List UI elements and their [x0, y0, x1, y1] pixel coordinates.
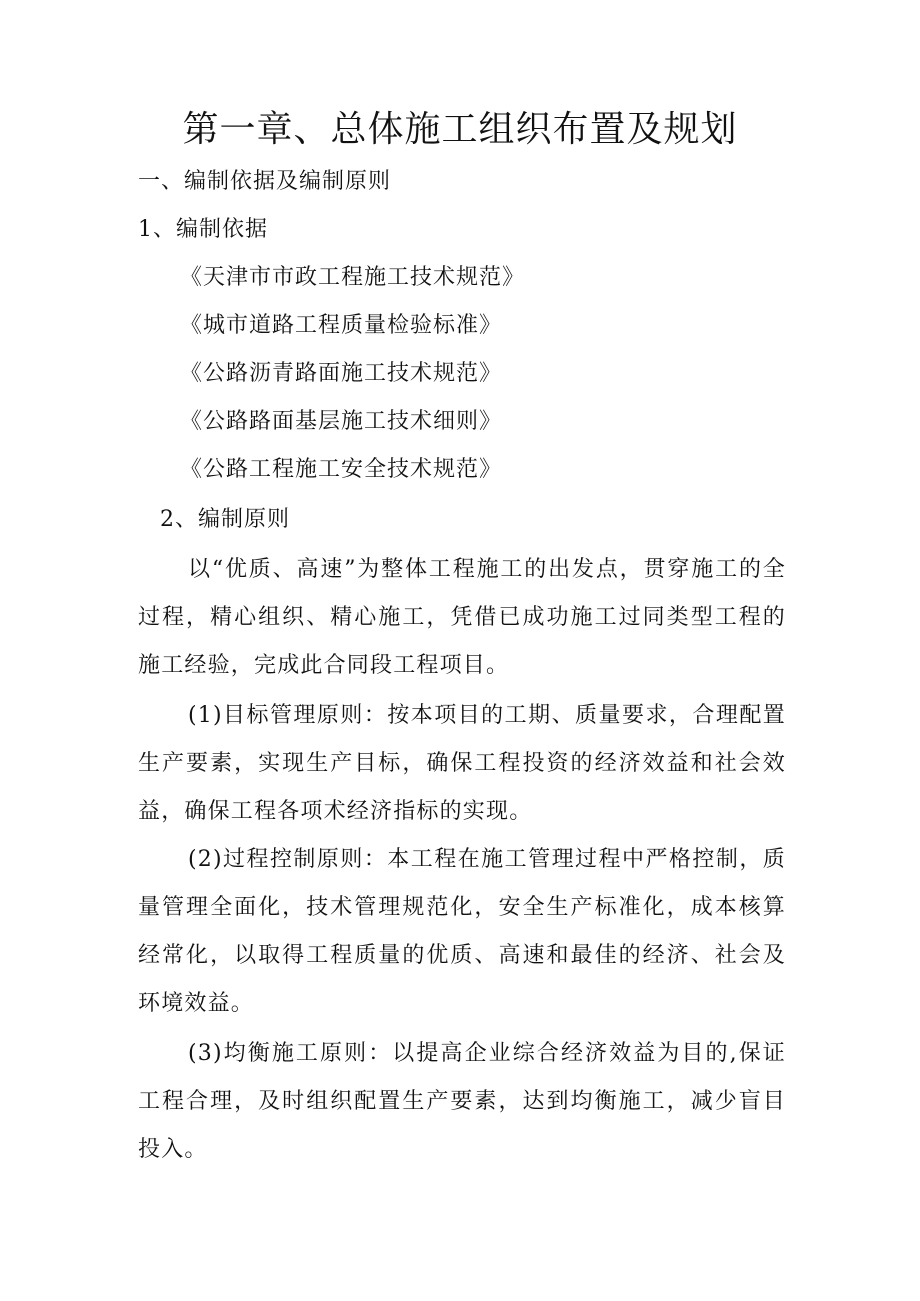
section-heading: 一、编制依据及编制原则 — [138, 169, 392, 194]
principle-paragraph: (2)过程控制原则：本工程在施工管理过程中严格控制，质量管理全面化，技术管理规范化，安全生产标准化，成本核算经常化，以取得工程质量的优质、高速和最佳的经济、社会及环境效益。 — [138, 847, 786, 1016]
principle-paragraph: (1)目标管理原则：按本项目的工期、质量要求，合理配置生产要素，实现生产目标，确保工程投资的经济效益和社会效益，确保工程各项术经济指标的实现。 — [138, 703, 786, 824]
reference-item: 《城市道路工程质量检验标准》 — [180, 313, 503, 338]
intro-paragraph: 以“优质、高速”为整体工程施工的出发点，贯穿施工的全过程，精心组织、精心施工，凭借已成功施工过同类型工程的施工经验，完成此合同段工程项目。 — [138, 557, 786, 678]
chapter-title: 第一章、总体施工组织布置及规划 — [182, 109, 738, 150]
subsection-heading-principles: 2、编制原则 — [160, 507, 290, 532]
principle-paragraph: (3)均衡施工原则：以提高企业综合经济效益为目的,保证工程合理，及时组织配置生产要素，达到均衡施工，减少盲目投入。 — [138, 1041, 786, 1162]
reference-item: 《公路路面基层施工技术细则》 — [180, 409, 503, 434]
subsection-heading-basis: 1、编制依据 — [138, 217, 268, 242]
reference-item: 《天津市市政工程施工技术规范》 — [180, 265, 526, 290]
reference-item: 《公路工程施工安全技术规范》 — [180, 457, 503, 482]
reference-item: 《公路沥青路面施工技术规范》 — [180, 361, 503, 386]
